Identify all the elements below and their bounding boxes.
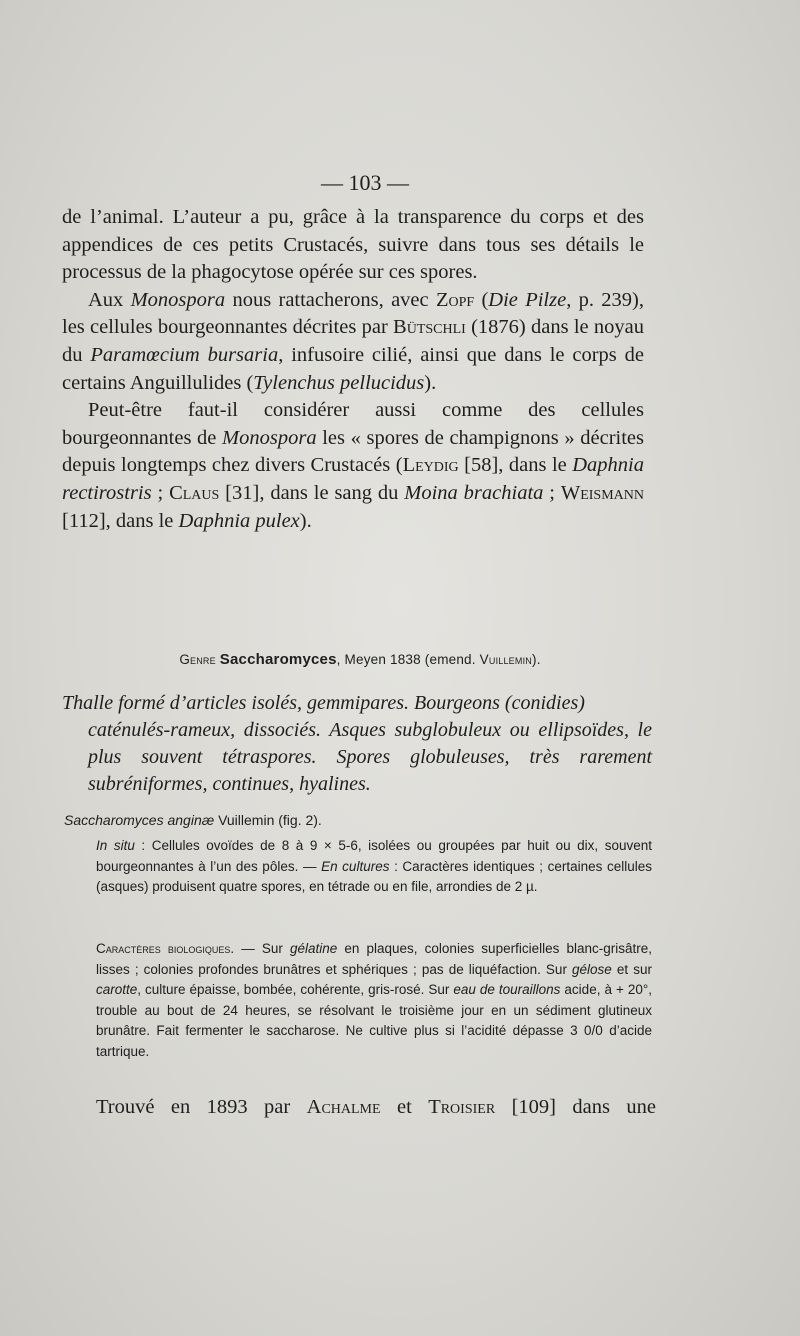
in-situ-description: In situ : Cellules ovoïdes de 8 à 9 × 5-6, isolées ou groupées par huit ou dix, souvent bourgeonnantes à l’un des pôles. — En cultures : Caractères identiques ; certaines cellules (asques) produisent quatre spores, en tétrade ou en file, arrondies de 2 µ. xyxy=(96,838,652,894)
species-heading: Saccharomyces anginæ Vuillemin (fig. 2). xyxy=(64,812,322,828)
page-number: — 103 — xyxy=(321,170,409,195)
paragraph-2: Aux Monospora nous rattacherons, avec Zopf (Die Pilze, p. 239), les cellules bourgeonnantes décrites par Bütschli (1876) dans le noyau du Paramœcium bursaria, infusoire cilié, ainsi que dans le corps de certains Anguillulides (Tylenchus pellucidus). xyxy=(62,288,645,394)
paragraph-1: de l’animal. L’auteur a pu, grâce à la transparence du corps et des appendices de ces petits Crustacés, suivre dans tous ses détails le processus de la phagocytose opérée sur ces spores. xyxy=(62,206,644,284)
genre-heading: Genre Saccharomyces, Meyen 1838 (emend. Vuillemin). xyxy=(179,651,541,668)
closing-line: Trouvé en 1893 par Achalme et Troisier [109] dans une xyxy=(96,1096,656,1118)
biological-characters: Caractères biologiques. — Sur gélatine en plaques, colonies superficielles blanc-grisâtre, lisses ; colonies profondes brunâtres et sphériques ; pas de liquéfaction. Sur gélose et sur carotte, culture épaisse, bombée, cohérente, gris-rosé. Sur eau de touraillons acide, à + 20°, trouble au bout de 24 heures, se résolvant le troisième jour en un sédiment glutineux brunâtre. Fait fermenter le saccharose. Ne cultive plus si l’acidité dépasse 3 0/0 d’acide tartrique. xyxy=(96,941,653,1059)
paragraph-3: Peut-être faut-il considérer aussi comme des cellules bourgeonnantes de Monospora les « spores de champignons » décrites depuis longtemps chez divers Crustacés (Leydig [58], dans le Daphnia rectirostris ; Claus [31], dans le sang du Moina brachiata ; Weismann [112], dans le Daphnia pulex). xyxy=(62,399,645,532)
main-text xyxy=(62,204,644,535)
genre-diagnosis: Thalle formé d’articles isolés, gemmipares. Bourgeons (conidies) caténulés-rameux, dissociés. Asques subglobuleux ou ellipsoïdes, le plus souvent tétraspores. Spores globuleuses, très rarement subréniformes, continues, hyalines. xyxy=(62,692,652,795)
